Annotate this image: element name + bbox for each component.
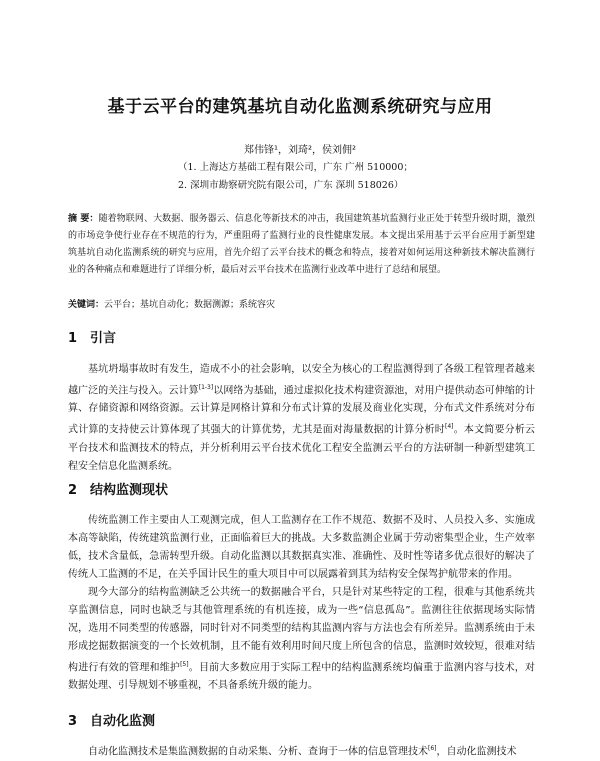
- section-heading-2: [68, 479, 168, 498]
- paragraph-text: 基坑坍塌事故时有发生，造成不小的社会影响，以安全为核心的工程监测得到了各级工程管理者越来越广泛的关注与投入。云计算: [68, 364, 535, 397]
- paper-authors: 郑伟锋¹，刘琦²，侯刘佣²: [243, 145, 357, 156]
- abstract-label: 摘 要：: [68, 214, 99, 224]
- paragraph-text: 现今大部分的结构监测缺乏公共统一的数据融合平台，只是针对某些特定的工程，很难与其他系统共享监测信息，同时也缺乏与其他管理系统的有机连接，成为一些“信息孤岛”。监测往往依据现场实际情况，选用不同类型的传感器，同时针对不同类型的结构其监测内容与方法也会有所差异。监测系统由于未形成挖掘数据演变的一个长效机制，且不能有效利用时间尺度上所包含的信息，监测时效较短，很难对结构进行有效的管理和维护: [68, 587, 535, 674]
- section-number: 2: [68, 483, 78, 498]
- section-heading-3: [68, 710, 155, 729]
- section-3-paragraph-1: [68, 740, 535, 761]
- citation-mark: [4]: [445, 423, 454, 431]
- affiliation-2: 2. 深圳市勘察研究院有限公司，广东 深圳 518026）: [178, 180, 404, 191]
- paragraph-text: ，自动化监测技术: [436, 746, 517, 758]
- paragraph-text: 以网络为基础，通过虚拟化技术构建资源池，对用户提供动态可伸缩的计算、存储资源和网络资源。云计算是网格计算和分布式计算的发展及商业化实现，分布式文件系统对分布式计算的支持使云计算体现了其强大的计算优势，尤其是面对海量数据的计算分析时: [68, 385, 536, 436]
- section-2-paragraph-1: [68, 512, 535, 584]
- citation-mark: [1-3]: [198, 384, 214, 391]
- keywords-label: 关键词：: [68, 300, 105, 310]
- paper-title: 基于云平台的建筑基坑自动化监测系统研究与应用: [107, 97, 493, 117]
- keywords: [68, 297, 535, 310]
- section-title: 自动化监测: [90, 714, 156, 729]
- abstract: [68, 211, 535, 279]
- paragraph-text: 传统监测工作主要由人工观测完成，但人工监测存在工作不规范、数据不及时、人员投入多、实施成本高等缺陷，传统建筑监测行业，正面临着巨大的挑战。大多数监测企业属于劳动密集型企业，生产效率低，技术含量低，急需转型升级。自动化监测以其数据真实准、准确性、及时性等诸多优点很好的解决了传统人工监测的不足，在关乎国计民生的重大项目中可以展露着到其为结构安全保驾护航带来的作用。: [68, 515, 535, 580]
- section-2-paragraph-2: [68, 584, 535, 695]
- citation-mark: [6]: [428, 745, 437, 752]
- abstract-text: 随着物联网、大数据、服务器云、信息化等新技术的冲击，我国建筑基坑监测行业正处于转型升级时期，激烈的市场竞争使行业存在不规范的行为，严重阻碍了监测行业的良性健康发展。本文提出采用基于云平台应用于新型建筑基坑自动化监测系统的研究与应用，首先介绍了云平台技术的概念和特点，接着对如何运用这种新技术解决监测行业的各种痛点和难题进行了详细分析，最后对云平台技术在监测行业改革中进行了总结和展望。: [68, 214, 535, 275]
- section-number: 1: [68, 331, 78, 346]
- citation-mark: [5]: [180, 661, 189, 668]
- affiliation-1: （1. 上海达方基础工程有限公司，广东 广州 510000；: [178, 162, 413, 173]
- paragraph-text: 自动化监测技术是集监测数据的自动采集、分析、查询于一体的信息管理技术: [88, 746, 428, 758]
- paragraph-text: 。本文简要分析云平台技术和监测技术的特点，并分析利用云平台技术优化工程安全监测云平台的方法研制一种新型建筑工程安全信息化监测系统。: [68, 424, 536, 472]
- section-1-paragraph-1: [68, 361, 535, 476]
- section-heading-1: [68, 327, 116, 346]
- keywords-text: 云平台；基坑自动化；数据测源；系统容灾: [104, 300, 276, 310]
- section-title: 结构监测现状: [90, 483, 169, 498]
- section-number: 3: [68, 714, 78, 729]
- paragraph-text: 。目前大多数应用于实际工程中的结构监测系统均偏重于监测内容与技术，对数据处理、引导规划不够重视，不具备系统升级的能力。: [68, 662, 535, 692]
- section-title: 引言: [90, 331, 117, 346]
